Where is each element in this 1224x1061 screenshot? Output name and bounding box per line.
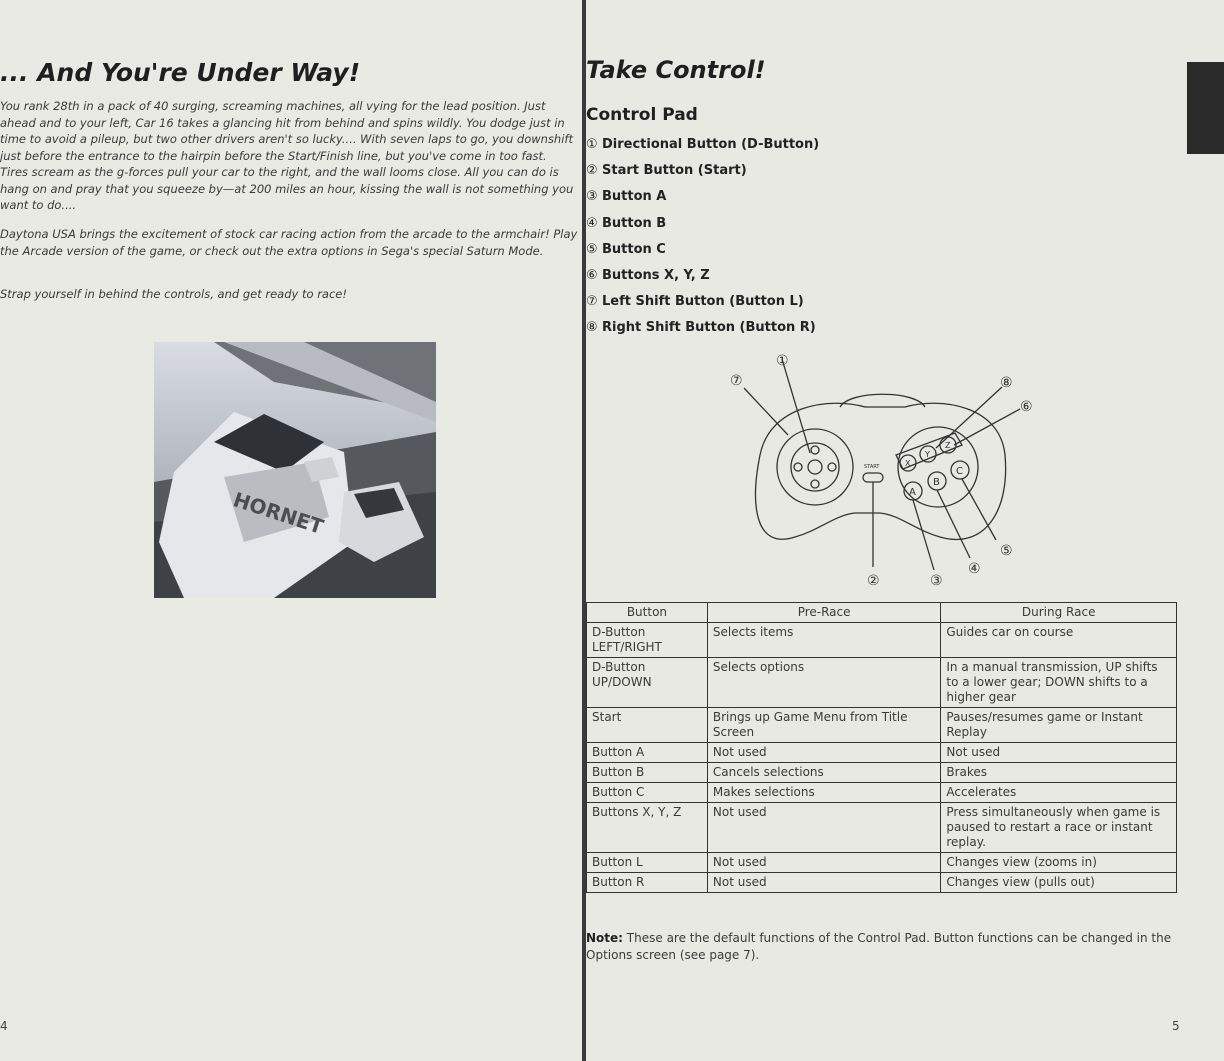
dpad-right-icon <box>828 463 836 471</box>
table-cell: Button L <box>587 853 708 873</box>
table-cell: Button C <box>587 783 708 803</box>
table-cell: Selects items <box>707 623 941 658</box>
leader-6 <box>954 409 1020 445</box>
daytona-paragraph: Daytona USA brings the excitement of stock car racing action from the arcade to the armchair! Play the Arcade version of the game, or check out the extra options in Sega's special Saturn Mode. <box>0 227 578 258</box>
svg-text:HORNET: HORNET <box>230 487 327 539</box>
list-item <box>586 216 819 242</box>
controller-body <box>756 403 1006 539</box>
list-number: ⑤ <box>586 241 598 257</box>
table-cell: Brakes <box>941 763 1177 783</box>
table-cell: Button B <box>587 763 708 783</box>
face-label-x: X <box>905 459 911 468</box>
leader-7 <box>744 388 788 435</box>
leader-3 <box>913 500 934 570</box>
list-label: Directional Button (D-Button) <box>602 137 820 152</box>
list-item <box>586 294 819 320</box>
left-page-number: 4 <box>0 1019 8 1033</box>
callout-5: ⑤ <box>1000 543 1013 559</box>
list-label: Right Shift Button (Button R) <box>602 320 816 336</box>
table-row <box>587 853 1177 873</box>
list-item <box>586 320 819 346</box>
face-label-z: Z <box>945 441 951 450</box>
table-cell: Button A <box>587 743 708 763</box>
start-label: START <box>864 464 880 470</box>
note-paragraph <box>586 930 1186 964</box>
callout-4: ④ <box>968 561 981 577</box>
column-header: Button <box>587 603 708 623</box>
table-row <box>587 708 1177 743</box>
button-list <box>586 137 819 347</box>
right-heading: Take Control! <box>586 56 766 84</box>
table-cell: Not used <box>707 853 941 873</box>
callout-7: ⑦ <box>730 373 743 389</box>
table-header-row <box>587 603 1177 623</box>
list-label: Button B <box>602 215 667 231</box>
list-item <box>586 268 819 294</box>
table-cell: D-Button LEFT/RIGHT <box>587 623 708 658</box>
list-number: ⑥ <box>586 267 598 283</box>
leader-1 <box>782 359 810 453</box>
table-row <box>587 783 1177 803</box>
dpad-down-icon <box>811 480 819 488</box>
note-text: These are the default functions of the Control Pad. Button functions can be changed in the Options screen (see page 7). <box>586 931 1172 962</box>
face-label-a: A <box>909 487 916 498</box>
right-page-number: 5 <box>1172 1019 1180 1033</box>
dpad-up-icon <box>811 446 819 454</box>
table-cell: Cancels selections <box>707 763 941 783</box>
table-cell: Press simultaneously when game is paused to restart a race or instant replay. <box>941 803 1177 853</box>
table-row <box>587 658 1177 708</box>
dpad-left-icon <box>794 463 802 471</box>
table-cell: Not used <box>707 803 941 853</box>
table-cell: In a manual transmission, UP shifts to a lower gear; DOWN shifts to a higher gear <box>941 658 1177 708</box>
table-cell: Changes view (pulls out) <box>941 873 1177 893</box>
table-row <box>587 803 1177 853</box>
table-cell: Not used <box>707 743 941 763</box>
table-cell: Selects options <box>707 658 941 708</box>
list-label: Buttons X, Y, Z <box>602 267 710 283</box>
race-screenshot <box>154 342 436 598</box>
callout-3: ③ <box>930 573 943 589</box>
table-cell: Pauses/resumes game or Instant Replay <box>941 708 1177 743</box>
list-number: ③ <box>586 189 598 205</box>
callout-2: ② <box>867 573 880 589</box>
left-heading: ... And You're Under Way! <box>0 58 361 87</box>
list-number: ⑦ <box>586 294 598 310</box>
face-label-b: B <box>933 477 940 488</box>
list-item <box>586 242 819 268</box>
table-cell: Brings up Game Menu from Title Screen <box>707 708 941 743</box>
list-number: ① <box>586 137 598 152</box>
list-number: ⑧ <box>586 320 598 336</box>
dpad-disc <box>791 443 839 491</box>
table-cell: Button R <box>587 873 708 893</box>
table-row <box>587 743 1177 763</box>
leader-8 <box>936 387 1002 448</box>
list-item <box>586 189 819 215</box>
callout-1: ① <box>776 353 789 369</box>
callout-8: ⑧ <box>1000 375 1013 391</box>
table-cell: Start <box>587 708 708 743</box>
list-label: Button A <box>602 189 667 205</box>
control-pad-subheading: Control Pad <box>586 105 698 125</box>
table-row <box>587 623 1177 658</box>
list-label: Button C <box>602 241 666 257</box>
note-label: Note: <box>586 931 623 945</box>
table-cell: Buttons X, Y, Z <box>587 803 708 853</box>
dpad-center <box>808 460 822 474</box>
start-button <box>863 473 883 482</box>
table-cell: Accelerates <box>941 783 1177 803</box>
dpad-ring <box>777 429 853 505</box>
list-item <box>586 163 819 189</box>
list-label: Left Shift Button (Button L) <box>602 294 804 310</box>
column-header: During Race <box>941 603 1177 623</box>
table-cell: D-Button UP/DOWN <box>587 658 708 708</box>
controls-table <box>586 602 1177 893</box>
table-cell: Not used <box>941 743 1177 763</box>
list-item <box>586 137 819 163</box>
face-label-y: Y <box>925 450 930 459</box>
face-label-c: C <box>956 466 963 477</box>
callout-6: ⑥ <box>1020 399 1033 415</box>
leader-4 <box>937 490 970 558</box>
control-pad-diagram <box>700 345 1040 595</box>
list-label: Start Button (Start) <box>602 163 747 179</box>
table-cell: Guides car on course <box>941 623 1177 658</box>
table-row <box>587 873 1177 893</box>
intro-paragraph: You rank 28th in a pack of 40 surging, screaming machines, all vying for the lead position. Just ahead and to your left, Car 16 takes a glancing hit from behind and spins wildly. You dodge just in time to avoid a pileup, but two other drivers aren't so lucky.... With seven laps to go, you downshift just before the entrance to the hairpin before the Start/Finish line, but you've come in too fast. Tires scream as the g-forces pull your car to the right, and the wall looms close. All you can do is hang on and pray that you squeeze by—at 200 miles an hour, kissing the wall is not something you want to do.... <box>0 99 574 212</box>
column-header: Pre-Race <box>707 603 941 623</box>
strap-paragraph: Strap yourself in behind the controls, and get ready to race! <box>0 287 347 301</box>
leader-5 <box>962 479 996 540</box>
section-tab <box>1187 62 1224 154</box>
list-number: ④ <box>586 215 598 231</box>
list-number: ② <box>586 163 598 179</box>
table-row <box>587 763 1177 783</box>
table-cell: Makes selections <box>707 783 941 803</box>
table-cell: Not used <box>707 873 941 893</box>
table-cell: Changes view (zooms in) <box>941 853 1177 873</box>
